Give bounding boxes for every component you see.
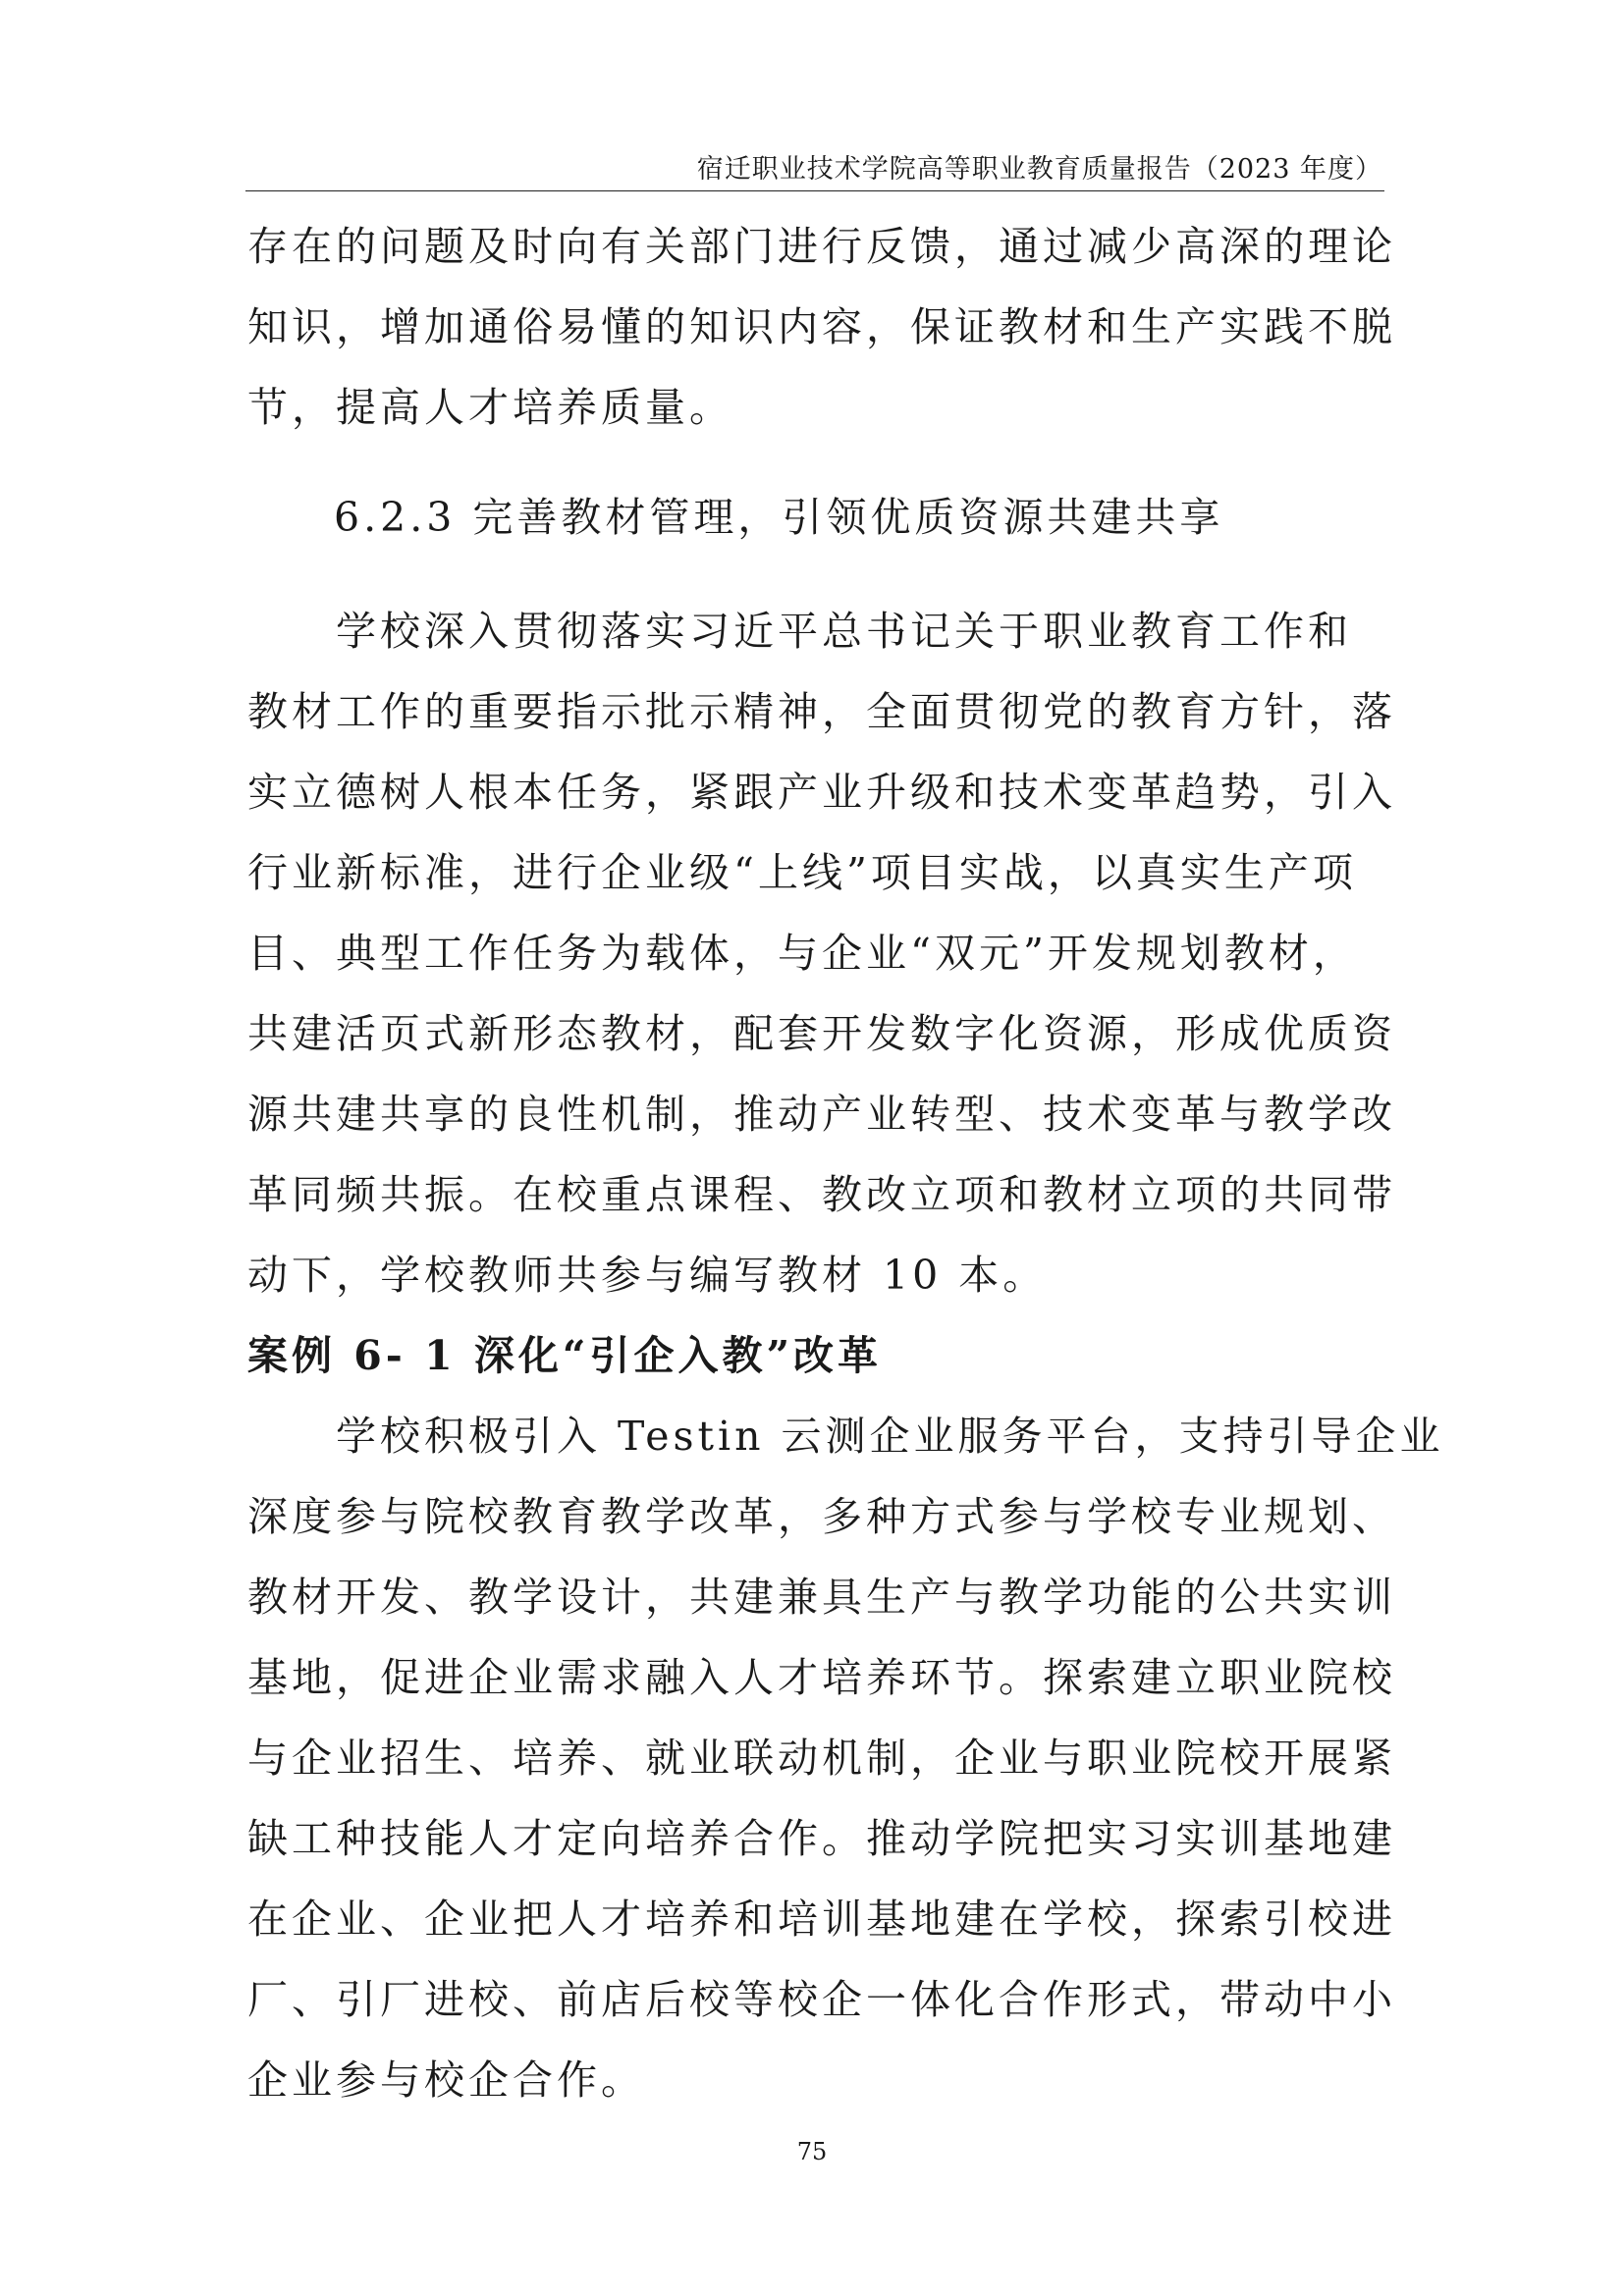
text-line: 缺工种技能人才定向培养合作。推动学院把实习实训基地建 <box>247 1815 1396 1862</box>
text-line: 实立德树人根本任务，紧跟产业升级和技术变革趋势，引入 <box>247 769 1396 816</box>
text-line: 教材开发、教学设计，共建兼具生产与教学功能的公共实训 <box>247 1574 1396 1621</box>
text-line: 知识，增加通俗易懂的知识内容，保证教材和生产实践不脱 <box>247 303 1396 350</box>
text-line: 基地，促进企业需求融入人才培养环节。探索建立职业院校 <box>247 1654 1396 1701</box>
text-line: 存在的问题及时向有关部门进行反馈，通过减少高深的理论 <box>247 223 1396 270</box>
section-heading: 6.2.3 完善教材管理，引领优质资源共建共享 <box>334 494 1224 541</box>
text-line: 学校积极引入 Testin 云测企业服务平台，支持引导企业 <box>247 1413 1444 1460</box>
text-line: 厂、引厂进校、前店后校等校企一体化合作形式，带动中小 <box>247 1976 1396 2023</box>
page-body <box>247 206 1444 2120</box>
text-line: 与企业招生、培养、就业联动机制，企业与职业院校开展紧 <box>247 1735 1396 1782</box>
paragraph-continued <box>247 206 1396 448</box>
text-line: 源共建共享的良性机制，推动产业转型、技术变革与教学改 <box>247 1091 1396 1138</box>
text-line: 革同频共振。在校重点课程、教改立项和教材立项的共同带 <box>247 1171 1396 1218</box>
paragraph-textbook-management <box>247 591 1396 1315</box>
text-line: 企业参与校企合作。 <box>247 2056 645 2104</box>
text-line: 共建活页式新形态教材，配套开发数字化资源，形成优质资 <box>247 1010 1396 1057</box>
case-heading: 案例 6- 1 深化“引企入教”改革 <box>247 1332 883 1379</box>
text-line: 学校深入贯彻落实习近平总书记关于职业教育工作和 <box>247 608 1352 655</box>
text-line: 教材工作的重要指示批示精神，全面贯彻党的教育方针，落 <box>247 688 1396 735</box>
header-rule <box>245 190 1384 191</box>
text-line: 深度参与院校教育教学改革，多种方式参与学校专业规划、 <box>247 1493 1396 1540</box>
text-line: 动下，学校教师共参与编写教材 10 本。 <box>247 1252 1048 1299</box>
page-number: 75 <box>796 2138 828 2165</box>
text-line: 行业新标准，进行企业级“上线”项目实战，以真实生产项 <box>247 849 1357 896</box>
text-line: 在企业、企业把人才培养和培训基地建在学校，探索引校进 <box>247 1896 1396 1943</box>
paragraph-case-study <box>247 1396 1444 2120</box>
running-header: 宿迁职业技术学院高等职业教育质量报告（2023 年度） <box>696 154 1382 185</box>
text-line: 节，提高人才培养质量。 <box>247 384 733 431</box>
text-line: 目、典型工作任务为载体，与企业“双元”开发规划教材， <box>247 930 1357 977</box>
